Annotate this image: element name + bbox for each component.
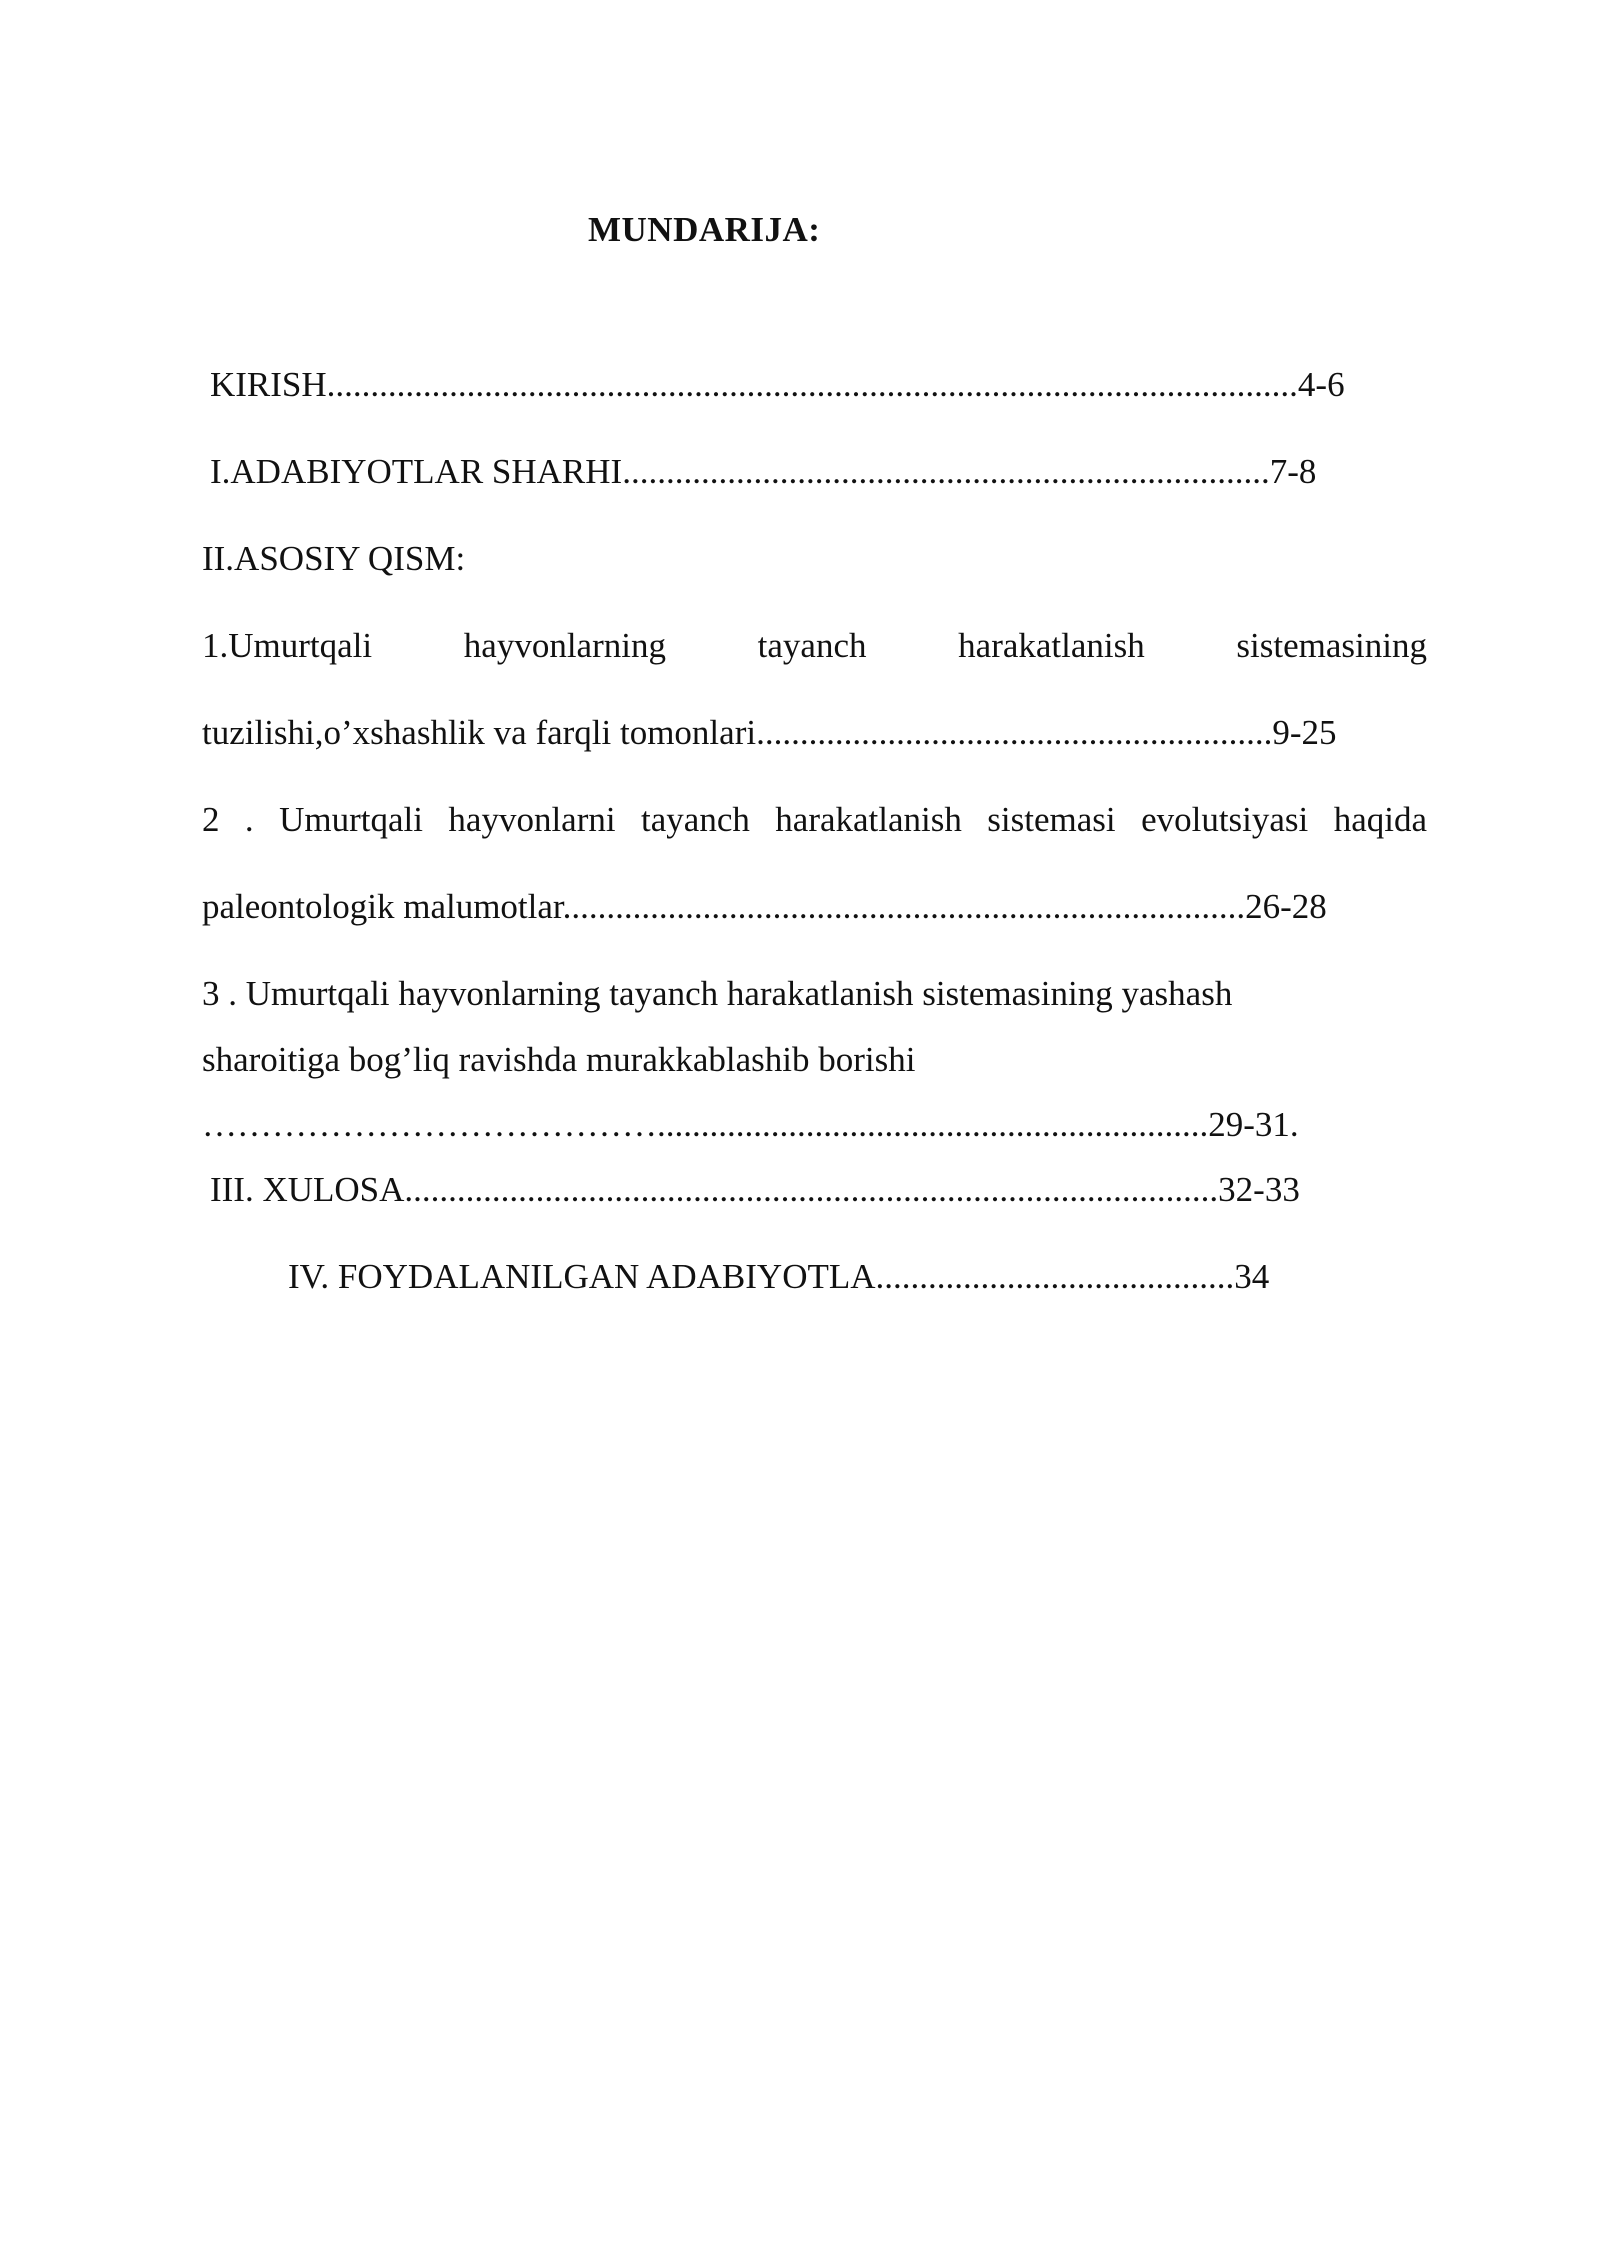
toc-entry-2-line1: 2 . Umurtqali hayvonlarni tayanch harakatlanish sistemasi evolutsiyasi haqida	[202, 800, 1427, 839]
toc-entry-1-line1: 1.Umurtqali hayvonlarning tayanch harakatlanish sistemasining	[202, 626, 1427, 665]
toc-entry-3-line1: 3 . Umurtqali hayvonlarning tayanch harakatlanish sistemasining yashash	[202, 974, 1233, 1013]
toc-entry-1-line2: tuzilishi,o’xshashlik va farqli tomonlari...........................................................9-25	[202, 713, 1337, 752]
toc-entry-2-line2: paleontologik malumotlar..............................................................................26-28	[202, 887, 1327, 926]
toc-entry-3-line3: …………………………………...............................................................29-31.	[202, 1105, 1299, 1144]
toc-entry-xulosa: III. XULOSA.............................................................................................32-33	[210, 1170, 1300, 1209]
toc-entry-3-line2: sharoitiga bog’liq ravishda murakkablashib borishi	[202, 1040, 916, 1079]
toc-entry-kirish: KIRISH...............................................................................................................4-6	[210, 365, 1345, 404]
toc-entry-foydalanilgan-adabiyotlar: IV. FOYDALANILGAN ADABIYOTLA.........................................34	[288, 1257, 1270, 1296]
toc-entry-adabiyotlar-sharhi: I.ADABIYOTLAR SHARHI..........................................................................7-8	[210, 452, 1317, 491]
toc-entry-asosiy-qism: II.ASOSIY QISM:	[202, 539, 466, 578]
page-title: MUNDARIJA:	[588, 210, 821, 249]
